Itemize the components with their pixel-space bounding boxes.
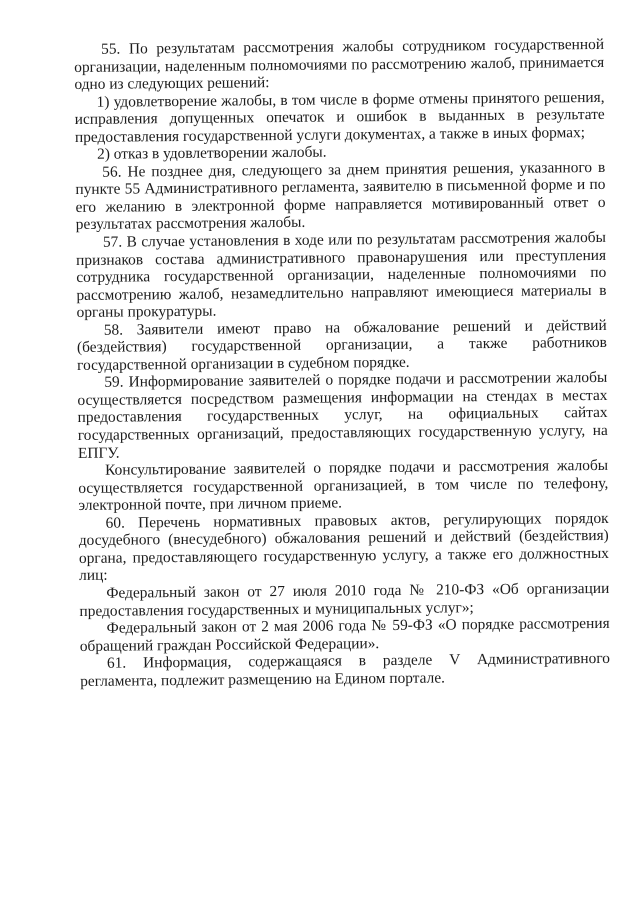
paragraph-60: 60. Перечень нормативных правовых актов, регулирующих порядок досудебного (внесудебного) обжалования решений и действий (бездействия) органа, предоставляющего государственную услугу, а также его должностных лиц:	[78, 509, 610, 585]
paragraph-56: 56. Не позднее дня, следующего за днем принятия решения, указанного в пункте 55 Административного регламента, заявителю в письменной форме и по его желанию в электронной форме направляется мотивированный ответ о результатах рассмотрения жалобы.	[75, 158, 606, 234]
document-page	[74, 36, 610, 690]
paragraph-57: 57. В случае установления в ходе или по результатам рассмотрения жалобы признаков состава административного правонарушения или преступления сотрудника государственной организации, наделенные полномочиями по рассмотрению жалоб, незамедлительно направляют имеющиеся материалы в органы прокуратуры.	[76, 228, 607, 322]
paragraph-61: 61. Информация, содержащаяся в разделе V Административного регламента, подлежит размещению на Едином портале.	[80, 650, 611, 690]
paragraph-58: 58. Заявители имеют право на обжалование решений и действий (бездействия) государственной организации, а также работников государственной организации в судебном порядке.	[76, 316, 608, 374]
paragraph-55: 55. По результатам рассмотрения жалобы сотрудником государственной организации, наделенным полномочиями по рассмотрению жалоб, принимается одно из следующих решений:	[74, 35, 605, 94]
paragraph-55-item-1: 1) удовлетворение жалобы, в том числе в форме отмены принятого решения, исправления допущенных опечаток и ошибок в выданных в результате предоставления государственной услуги документах, а также в иных формах;	[74, 88, 605, 146]
law-210-fz: Федеральный закон от 27 июля 2010 года № 210-ФЗ «Об организации предоставления государственных и муниципальных услуг»;	[79, 579, 610, 620]
paragraph-55-item-2: 2) отказ в удовлетворении жалобы.	[97, 143, 327, 164]
law-59-fz: Федеральный закон от 2 мая 2006 года № 59-ФЗ «О порядке рассмотрения обращений граждан Российской Федерации».	[79, 614, 610, 655]
paragraph-consultation: Консультирование заявителей о порядке подачи и рассмотрения жалобы осуществляется государственной организацией, в том числе по телефону, электронной почте, при личном приеме.	[78, 457, 609, 515]
paragraph-59: 59. Информирование заявителей о порядке подачи и рассмотрении жалобы осуществляется посредством размещения информации на стендах в местах предоставления государственных услуг, на официальных сайтах государственных организаций, предоставляющих государственную услугу, на ЕПГУ.	[77, 369, 608, 462]
